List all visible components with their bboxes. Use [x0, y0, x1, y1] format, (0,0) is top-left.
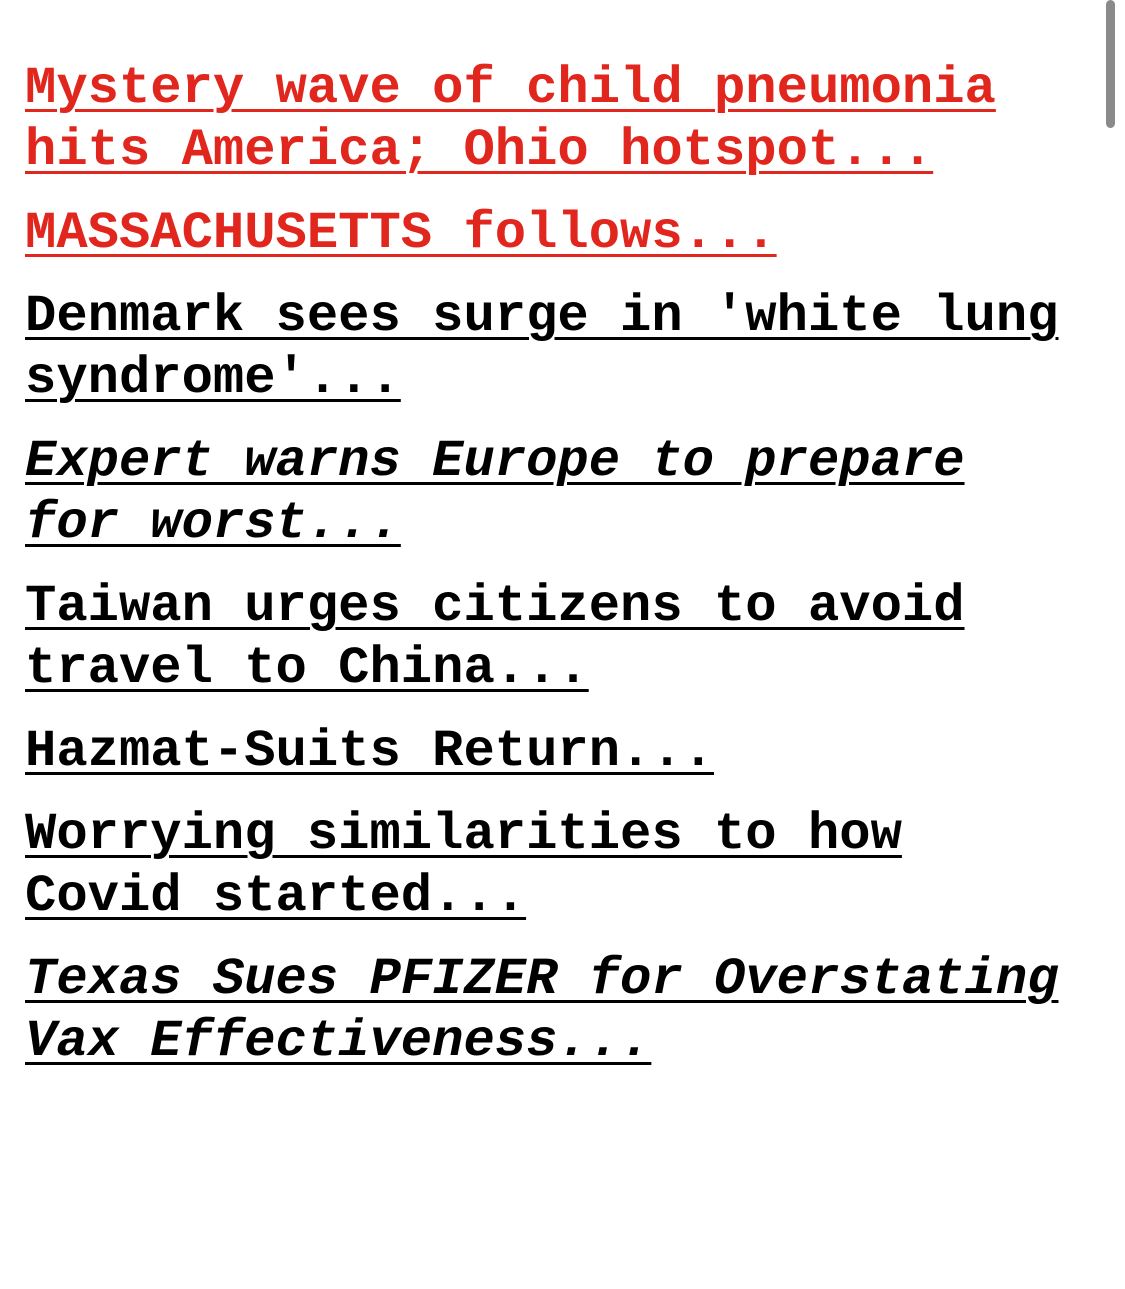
headline-link[interactable]: Mystery wave of child pneumonia hits America; Ohio hotspot...: [25, 59, 996, 180]
scrollbar[interactable]: [1106, 0, 1115, 128]
headline-link[interactable]: Texas Sues PFIZER for Overstating Vax Effectiveness...: [25, 950, 1059, 1071]
headline-link[interactable]: Expert warns Europe to prepare for worst...: [25, 432, 965, 553]
headline-link[interactable]: Hazmat-Suits Return...: [25, 722, 714, 781]
headline-list: [25, 58, 1085, 1094]
headline-link[interactable]: Taiwan urges citizens to avoid travel to China...: [25, 577, 965, 698]
headline-link[interactable]: Denmark sees surge in 'white lung syndrome'...: [25, 287, 1059, 408]
headline-link[interactable]: Worrying similarities to how Covid started...: [25, 805, 902, 926]
headline-link[interactable]: MASSACHUSETTS follows...: [25, 204, 777, 263]
